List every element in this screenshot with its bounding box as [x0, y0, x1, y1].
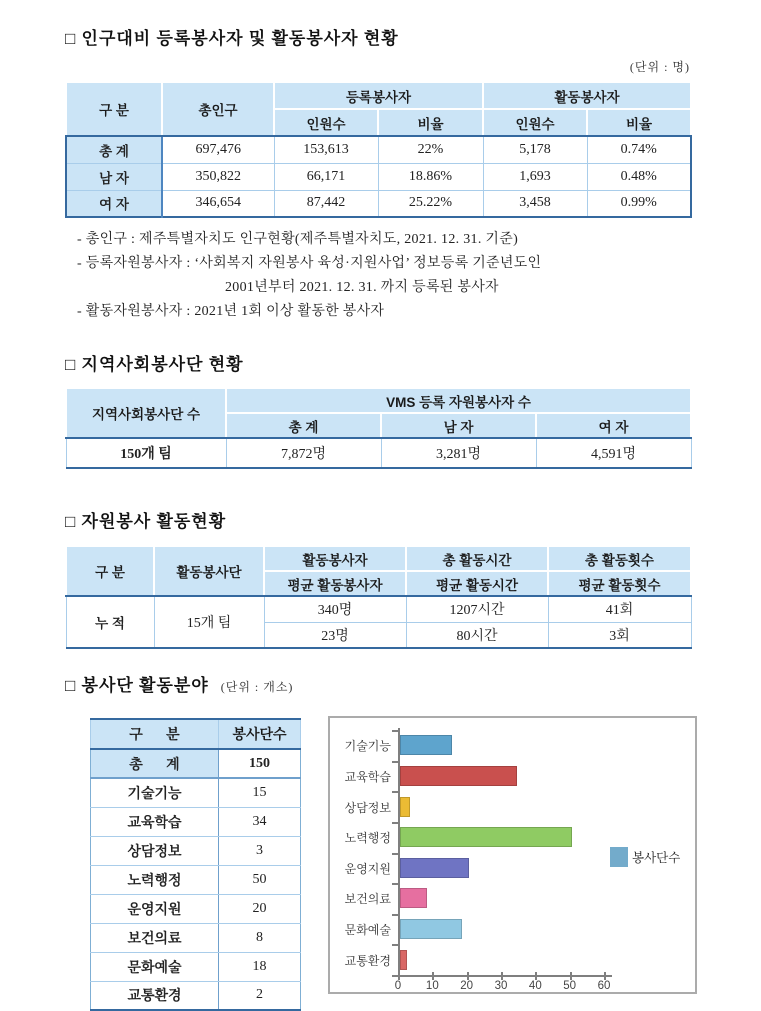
row-label-cumulative: 누 적	[66, 596, 154, 648]
col-header-reg-ratio: 비율	[378, 109, 483, 136]
chart-x-tick-label: 40	[528, 980, 542, 992]
cell-act-ratio: 0.99%	[587, 190, 691, 217]
row-label: 여 자	[66, 190, 162, 217]
table-row	[91, 894, 301, 923]
chart-x-tick	[604, 972, 606, 980]
cell-reg-ratio: 18.86%	[378, 163, 483, 190]
section-title-activity: □ 자원봉사 활동현황	[65, 512, 227, 531]
population-table	[65, 81, 692, 218]
community-table	[65, 387, 692, 469]
chart-x-tick-label: 30	[494, 980, 508, 992]
cell-act-count: 5,178	[483, 136, 587, 163]
cell-count: 15	[219, 778, 301, 807]
col-header-team-count: 지역사회봉사단 수	[66, 388, 226, 438]
col-header-gubun: 구 분	[66, 546, 154, 596]
section-title-population: □ 인구대비 등록봉사자 및 활동봉사자 현황	[65, 29, 399, 48]
bar-chart	[328, 716, 697, 994]
cell-hours: 1207시간	[406, 596, 548, 622]
col-header-gubun: 구 분	[66, 82, 162, 136]
table-row	[91, 865, 301, 894]
cell-pop: 346,654	[162, 190, 274, 217]
chart-y-tick	[392, 853, 398, 855]
col-header-times: 총 활동횟수	[548, 546, 691, 571]
row-label: 운영지원	[91, 894, 219, 923]
chart-bar	[400, 950, 407, 970]
unit-label-fields: (단위 : 개소)	[220, 680, 294, 694]
cell-teams: 150개 팀	[66, 438, 226, 468]
note-line: - 등록자원봉사자 : ‘사회복지 자원봉사 육성·지원사업’ 정보등록 기준년도인	[77, 256, 542, 271]
table-row-community	[66, 438, 691, 468]
cell-times-avg: 3회	[548, 622, 691, 648]
col-header-male: 남 자	[381, 413, 536, 438]
chart-x-tick-label: 60	[597, 980, 611, 992]
chart-category-label: 문화예술	[344, 923, 391, 938]
chart-category-label: 교통환경	[344, 953, 391, 968]
col-header-active: 활동봉사자	[483, 82, 691, 109]
chart-y-tick	[392, 822, 398, 824]
chart-category-label: 운영지원	[344, 861, 391, 876]
chart-bar	[400, 797, 410, 817]
col-header-female: 여 자	[536, 413, 691, 438]
chart-x-tick	[535, 972, 537, 980]
note-line: 2001년부터 2021. 12. 31. 까지 등록된 봉사자	[225, 280, 499, 295]
cell-reg-count: 66,171	[274, 163, 378, 190]
cell-pop: 350,822	[162, 163, 274, 190]
chart-y-tick	[392, 761, 398, 763]
chart-x-tick	[398, 972, 400, 980]
cell-reg-count: 87,442	[274, 190, 378, 217]
chart-x-tick-label: 10	[425, 980, 439, 992]
chart-x-tick	[570, 972, 572, 980]
col-header-vms: VMS 등록 자원봉사자 수	[226, 388, 691, 413]
chart-bar	[400, 919, 462, 939]
cell-female: 4,591명	[536, 438, 691, 468]
cell-male: 3,281명	[381, 438, 536, 468]
section-title-community: □ 지역사회봉사단 현황	[65, 355, 244, 374]
col-header-gubun: 구 분	[91, 719, 219, 749]
chart-category-label: 교육학습	[344, 769, 391, 784]
cell-team: 15개 팀	[154, 596, 264, 648]
col-header-volunteers-avg: 평균 활동봉사자	[264, 571, 406, 596]
chart-y-tick	[392, 914, 398, 916]
table-row	[91, 778, 301, 807]
legend-label: 봉사단수	[632, 851, 681, 865]
row-label: 상담정보	[91, 836, 219, 865]
population-notes	[77, 228, 697, 324]
table-row-total	[66, 136, 691, 163]
table-row	[91, 807, 301, 836]
table-row	[91, 923, 301, 952]
cell-total: 7,872명	[226, 438, 381, 468]
cell-count: 20	[219, 894, 301, 923]
row-label: 보건의료	[91, 923, 219, 952]
cell-times: 41회	[548, 596, 691, 622]
chart-y-tick	[392, 944, 398, 946]
chart-category-label: 보건의료	[344, 892, 391, 907]
col-header-population: 총인구	[162, 82, 274, 136]
chart-x-tick-label: 50	[563, 980, 577, 992]
chart-x-tick-label: 0	[394, 980, 402, 992]
cell-count: 50	[219, 865, 301, 894]
cell-act-count: 3,458	[483, 190, 587, 217]
col-header-times-avg: 평균 활동횟수	[548, 571, 691, 596]
chart-category-label: 상담정보	[344, 800, 391, 815]
col-header-reg-count: 인원수	[274, 109, 378, 136]
table-row-male	[66, 163, 691, 190]
col-header-hours-avg: 평균 활동시간	[406, 571, 548, 596]
chart-legend	[610, 847, 680, 867]
row-label: 남 자	[66, 163, 162, 190]
table-row-cumulative-1	[66, 596, 691, 622]
col-header-team: 활동봉사단	[154, 546, 264, 596]
fields-table	[90, 718, 301, 1011]
table-row	[91, 836, 301, 865]
chart-bar	[400, 888, 427, 908]
cell-reg-ratio: 22%	[378, 136, 483, 163]
cell-volunteers: 340명	[264, 596, 406, 622]
cell-count: 8	[219, 923, 301, 952]
chart-category-label: 기술기능	[344, 739, 391, 754]
legend-swatch-icon	[610, 847, 628, 867]
table-row-female	[66, 190, 691, 217]
activity-table	[65, 545, 692, 649]
cell-act-ratio: 0.74%	[587, 136, 691, 163]
table-row-total	[91, 749, 301, 778]
row-label: 기술기능	[91, 778, 219, 807]
col-header-hours: 총 활동시간	[406, 546, 548, 571]
cell-count: 2	[219, 981, 301, 1010]
chart-bar	[400, 766, 517, 786]
chart-x-tick-label: 20	[460, 980, 474, 992]
cell-volunteers-avg: 23명	[264, 622, 406, 648]
section-title-fields	[65, 671, 697, 696]
cell-reg-count: 153,613	[274, 136, 378, 163]
cell-count: 18	[219, 952, 301, 981]
chart-x-axis-line	[398, 975, 612, 977]
col-header-volunteers: 활동봉사자	[264, 546, 406, 571]
chart-bar	[400, 827, 572, 847]
chart-y-tick	[392, 883, 398, 885]
cell-act-count: 1,693	[483, 163, 587, 190]
cell-count: 3	[219, 836, 301, 865]
unit-label-top: (단위 : 명)	[629, 60, 690, 74]
chart-x-tick	[501, 972, 503, 980]
section-title-fields-text: □ 봉사단 활동분야	[65, 676, 209, 695]
row-label-total: 총 계	[91, 749, 219, 778]
chart-y-tick	[392, 730, 398, 732]
row-label: 총 계	[66, 136, 162, 163]
note-line: - 활동자원봉사자 : 2021년 1회 이상 활동한 봉사자	[77, 304, 385, 319]
col-header-count: 봉사단수	[219, 719, 301, 749]
row-label: 노력행정	[91, 865, 219, 894]
cell-count: 34	[219, 807, 301, 836]
col-header-registered: 등록봉사자	[274, 82, 483, 109]
chart-category-label: 노력행정	[344, 831, 391, 846]
col-header-act-count: 인원수	[483, 109, 587, 136]
cell-reg-ratio: 25.22%	[378, 190, 483, 217]
cell-pop: 697,476	[162, 136, 274, 163]
cell-hours-avg: 80시간	[406, 622, 548, 648]
row-label: 교통환경	[91, 981, 219, 1010]
row-label: 교육학습	[91, 807, 219, 836]
chart-y-tick	[392, 791, 398, 793]
chart-bar	[400, 735, 452, 755]
fields-section-body	[65, 718, 697, 1011]
row-label: 문화예술	[91, 952, 219, 981]
table-row	[91, 952, 301, 981]
col-header-act-ratio: 비율	[587, 109, 691, 136]
chart-bar	[400, 858, 469, 878]
chart-x-tick	[467, 972, 469, 980]
note-line: - 총인구 : 제주특별자치도 인구현황(제주특별자치도, 2021. 12. 31. 기준)	[77, 232, 519, 247]
cell-total-count: 150	[219, 749, 301, 778]
cell-act-ratio: 0.48%	[587, 163, 691, 190]
chart-x-tick	[432, 972, 434, 980]
col-header-total: 총 계	[226, 413, 381, 438]
